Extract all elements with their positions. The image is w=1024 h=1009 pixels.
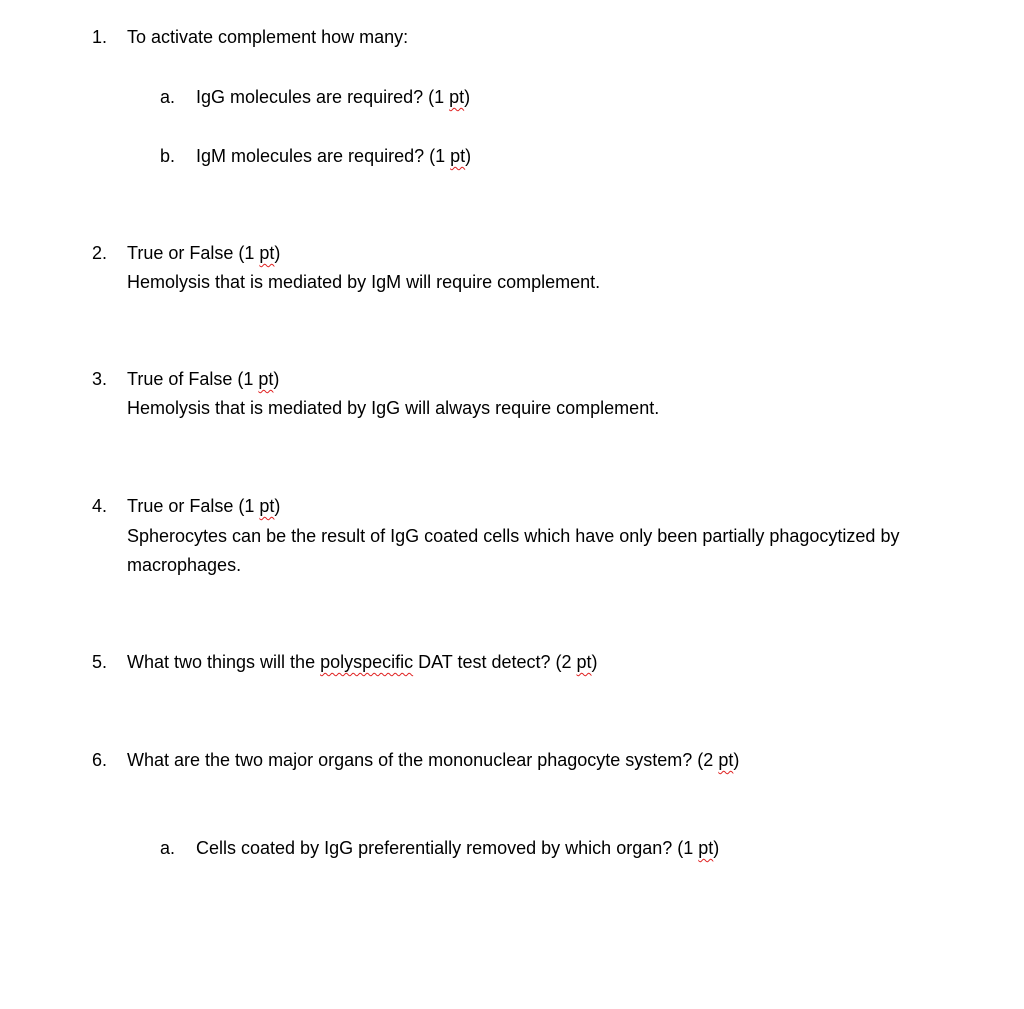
question-4-statement-line-1: Spherocytes can be the result of IgG coated cells which have only been partially phagocytized by [127,526,900,546]
question-number: 4. [92,496,108,516]
question-prompt: True of False (1 pt) [127,369,280,389]
spelling-flag: pt [259,496,275,516]
question-prompt: True or False (1 pt) [127,496,281,516]
spelling-flag: pt [450,146,466,166]
question-3-statement: Hemolysis that is mediated by IgG will always require complement. [127,398,660,418]
question-4-statement-line-2: macrophages. [127,555,242,575]
question-number: 1. [92,27,108,47]
sub-letter: a. [160,87,176,107]
sub-prompt: IgM molecules are required? (1 pt) [196,146,472,166]
question-prompt: To activate complement how many: [127,27,409,47]
question-prompt: What are the two major organs of the mononuclear phagocyte system? (2 pt) [127,750,740,770]
question-number: 5. [92,652,108,672]
sub-prompt: Cells coated by IgG preferentially removed by which organ? (1 pt) [196,838,720,858]
spelling-flag: pt [718,750,734,770]
question-2-statement: Hemolysis that is mediated by IgM will require complement. [127,272,601,292]
spelling-flag: pt [449,87,465,107]
spelling-flag: pt [698,838,714,858]
question-number: 2. [92,243,108,263]
question-prompt: True or False (1 pt) [127,243,281,263]
sub-letter: b. [160,146,176,166]
spelling-flag: pt [259,243,275,263]
sub-prompt: IgG molecules are required? (1 pt) [196,87,471,107]
question-number: 6. [92,750,108,770]
question-number: 3. [92,369,108,389]
sub-letter: a. [160,838,176,858]
spelling-flag: pt [258,369,274,389]
question-prompt: What two things will the polyspecific DAT test detect? (2 pt) [127,652,598,672]
spelling-flag: pt [576,652,592,672]
spelling-flag: polyspecific [320,652,414,672]
